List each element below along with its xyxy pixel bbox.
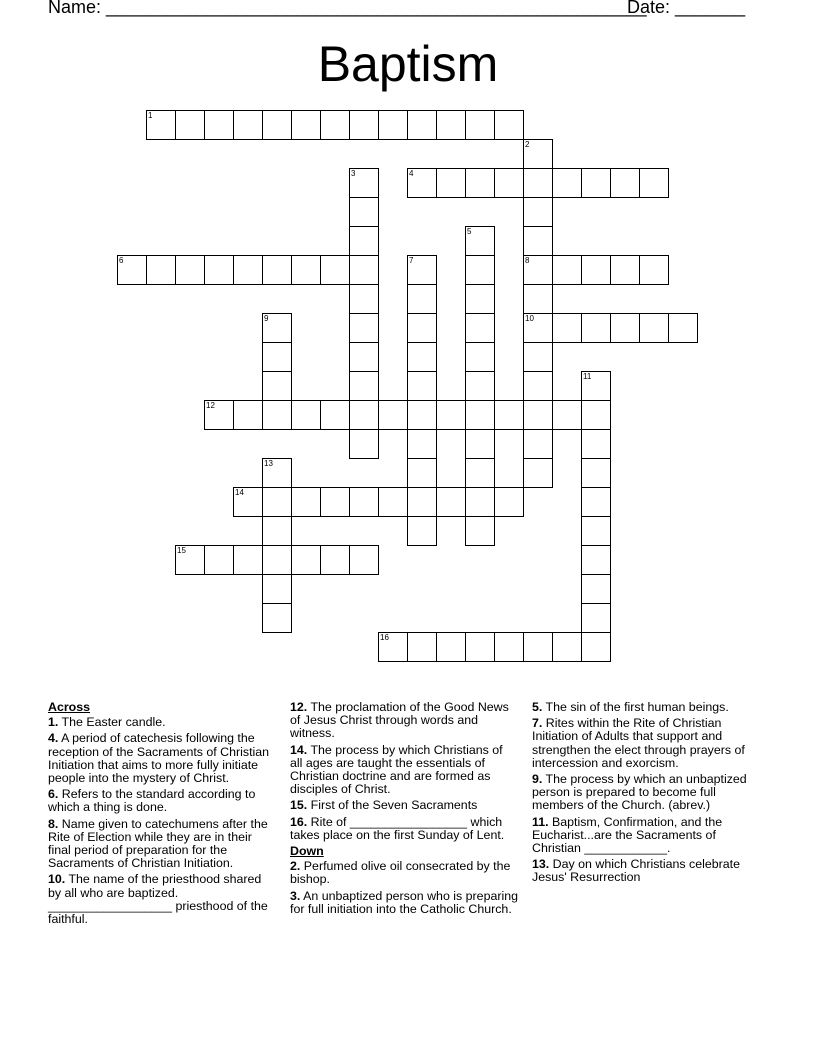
clue-num: 12. [290, 700, 308, 714]
clue-item [532, 858, 768, 884]
clue-text: The process by which Christians of all ages are taught the essentials of Christian doctrine and are formed as disciples of Christ. [290, 742, 503, 797]
grid-cell[interactable] [465, 313, 495, 343]
grid-cell[interactable] [349, 400, 379, 430]
clue-number: 16 [380, 633, 389, 642]
clue-num: 4. [48, 731, 59, 746]
puzzle-title: Baptism [317, 36, 499, 92]
clue-text: Baptism, Confirmation, and the Eucharist...are the Sacraments of Christian ____________. [532, 814, 723, 856]
grid-cell[interactable] [407, 429, 437, 459]
clues-column-1 [48, 701, 276, 929]
grid-cell[interactable] [320, 255, 350, 285]
clue-item [290, 701, 518, 741]
clue-num: 1. [48, 715, 59, 730]
grid-cell[interactable] [465, 110, 495, 140]
clue-item [48, 818, 276, 871]
grid-cell[interactable] [320, 545, 350, 575]
grid-cell[interactable] [552, 632, 582, 662]
clues-column-2 [290, 701, 518, 919]
grid-cell[interactable] [233, 255, 263, 285]
clue-item [290, 890, 518, 916]
grid-cell[interactable] [523, 400, 553, 430]
grid-cell[interactable] [581, 429, 611, 459]
grid-cell[interactable] [204, 545, 234, 575]
grid-cell[interactable] [349, 255, 379, 285]
grid-cell[interactable] [581, 168, 611, 198]
clue-num: 13. [532, 857, 550, 872]
clue-num: 8. [48, 816, 59, 831]
clue-text: A period of catechesis following the reception of the Sacraments of Christian Initiation that aims to more fully initiate people into the mystery of Christ. [48, 731, 270, 786]
grid-cell[interactable] [407, 371, 437, 401]
grid-cell[interactable] [407, 458, 437, 488]
clue-number: 14 [235, 488, 244, 497]
grid-cell[interactable] [291, 110, 321, 140]
grid-cell[interactable] [523, 429, 553, 459]
grid-cell[interactable] [581, 487, 611, 517]
grid-cell[interactable] [349, 371, 379, 401]
clue-number: 10 [525, 314, 534, 323]
grid-cell[interactable] [581, 400, 611, 430]
grid-cell[interactable] [378, 400, 408, 430]
clue-item [48, 716, 276, 729]
clue-number: 9 [264, 314, 269, 323]
grid-cell[interactable] [523, 371, 553, 401]
grid-cell[interactable] [378, 487, 408, 517]
grid-cell[interactable] [407, 400, 437, 430]
grid-cell[interactable] [175, 110, 205, 140]
grid-cell[interactable] [465, 342, 495, 372]
grid-cell[interactable] [262, 371, 292, 401]
clue-text: The Easter candle. [58, 715, 166, 730]
clue-num: 3. [290, 888, 301, 903]
grid-cell[interactable] [465, 371, 495, 401]
grid-cell[interactable] [349, 110, 379, 140]
grid-cell[interactable] [523, 632, 553, 662]
grid-cell[interactable] [291, 487, 321, 517]
grid-cell[interactable] [320, 110, 350, 140]
clue-text: The sin of the first human beings. [542, 700, 729, 714]
clue-number: 7 [409, 256, 414, 265]
clue-number: 15 [177, 546, 186, 555]
clue-number: 6 [119, 256, 124, 265]
grid-cell[interactable] [581, 255, 611, 285]
grid-cell[interactable] [465, 487, 495, 517]
grid-cell[interactable] [581, 313, 611, 343]
clue-number: 4 [409, 169, 414, 178]
clue-item [290, 860, 518, 886]
clue-number: 8 [525, 256, 530, 265]
grid-cell[interactable] [233, 400, 263, 430]
grid-cell[interactable] [204, 110, 234, 140]
clue-num: 6. [48, 787, 59, 802]
grid-cell[interactable] [407, 632, 437, 662]
clue-item [532, 717, 768, 770]
clue-item [48, 788, 276, 814]
clue-text: Day on which Christians celebrate Jesus' Resurrection [532, 857, 741, 885]
grid-cell[interactable] [407, 313, 437, 343]
clue-num: 14. [290, 742, 308, 757]
grid-cell[interactable] [320, 400, 350, 430]
grid-cell[interactable] [378, 110, 408, 140]
grid-cell[interactable] [465, 255, 495, 285]
grid-cell[interactable] [639, 255, 669, 285]
grid-cell[interactable] [494, 487, 524, 517]
clue-item [48, 732, 276, 785]
grid-cell[interactable] [407, 342, 437, 372]
grid-cell[interactable] [349, 545, 379, 575]
grid-cell[interactable] [407, 284, 437, 314]
clue-text: Refers to the standard according to which a thing is done. [48, 787, 256, 815]
date-field[interactable]: Date: _______ [627, 0, 746, 17]
across-heading: Across [48, 700, 91, 714]
clue-text: Name given to catechumens after the Rite of Election while they are in their final period of preparation for the Sacraments of Christian Initiation. [48, 816, 268, 871]
clue-item [290, 816, 518, 842]
clue-num: 2. [290, 859, 301, 874]
clue-number: 2 [525, 140, 530, 149]
grid-cell[interactable] [436, 110, 466, 140]
grid-cell[interactable] [291, 255, 321, 285]
grid-cell[interactable] [204, 255, 234, 285]
clue-item [48, 873, 276, 926]
grid-cell[interactable] [523, 284, 553, 314]
grid-cell[interactable] [262, 487, 292, 517]
grid-cell[interactable] [436, 168, 466, 198]
clue-number: 5 [467, 227, 472, 236]
clue-text: The name of the priesthood shared by all who are baptized. __________________ priesthood of the faithful. [48, 872, 268, 927]
name-field[interactable]: Name: ______________________________________________________ [48, 0, 647, 17]
grid-cell[interactable] [552, 400, 582, 430]
clues-column-3 [532, 701, 768, 888]
grid-cell[interactable] [494, 110, 524, 140]
grid-cell[interactable] [349, 197, 379, 227]
grid-cell[interactable] [523, 458, 553, 488]
grid-cell[interactable] [407, 516, 437, 546]
grid-cell[interactable] [262, 603, 292, 633]
grid-cell[interactable] [494, 400, 524, 430]
grid-cell[interactable] [668, 313, 698, 343]
grid-cell[interactable] [233, 545, 263, 575]
grid-cell[interactable] [262, 342, 292, 372]
grid-cell[interactable] [262, 516, 292, 546]
grid-cell[interactable] [552, 255, 582, 285]
grid-cell[interactable] [610, 168, 640, 198]
clue-text: The proclamation of the Good News of Jesus Christ through words and witness. [290, 700, 509, 741]
grid-cell[interactable] [523, 168, 553, 198]
grid-cell[interactable] [262, 574, 292, 604]
grid-cell[interactable] [407, 487, 437, 517]
grid-cell[interactable] [494, 168, 524, 198]
clue-text: An unbaptized person who is preparing for full initiation into the Catholic Church. [290, 888, 519, 916]
clue-text: Perfumed olive oil consecrated by the bishop. [290, 859, 511, 887]
grid-cell[interactable] [262, 400, 292, 430]
grid-cell[interactable] [465, 284, 495, 314]
grid-cell[interactable] [349, 342, 379, 372]
grid-cell[interactable] [552, 168, 582, 198]
grid-cell[interactable] [639, 168, 669, 198]
clue-text: Rites within the Rite of Christian Initiation of Adults that support and strengthen the elect through prayers of intercession and exorcism. [532, 716, 745, 770]
grid-cell[interactable] [262, 255, 292, 285]
grid-cell[interactable] [436, 632, 466, 662]
grid-cell[interactable] [610, 313, 640, 343]
grid-cell[interactable] [581, 458, 611, 488]
grid-cell[interactable] [436, 400, 466, 430]
grid-cell[interactable] [349, 429, 379, 459]
grid-cell[interactable] [639, 313, 669, 343]
clue-num: 15. [290, 798, 308, 813]
grid-cell[interactable] [349, 313, 379, 343]
grid-cell[interactable] [552, 313, 582, 343]
grid-cell[interactable] [465, 632, 495, 662]
grid-cell[interactable] [349, 487, 379, 517]
grid-cell[interactable] [523, 197, 553, 227]
grid-cell[interactable] [349, 226, 379, 256]
grid-cell[interactable] [581, 574, 611, 604]
clue-number: 12 [206, 401, 215, 410]
clue-item [532, 816, 768, 856]
grid-cell[interactable] [233, 110, 263, 140]
clue-num: 11. [532, 814, 549, 829]
grid-cell[interactable] [407, 110, 437, 140]
clue-item [290, 744, 518, 797]
grid-cell[interactable] [465, 429, 495, 459]
grid-cell[interactable] [465, 516, 495, 546]
grid-cell[interactable] [581, 603, 611, 633]
clue-num: 5. [532, 700, 543, 714]
grid-cell[interactable] [465, 168, 495, 198]
clue-num: 10. [48, 872, 66, 887]
clue-number: 13 [264, 459, 273, 468]
grid-cell[interactable] [146, 255, 176, 285]
clue-text: The process by which an unbaptized person is prepared to become full members of the Church. (abrev.) [532, 772, 747, 813]
grid-cell[interactable] [465, 458, 495, 488]
grid-cell[interactable] [523, 226, 553, 256]
grid-cell[interactable] [262, 110, 292, 140]
grid-cell[interactable] [291, 545, 321, 575]
grid-cell[interactable] [320, 487, 350, 517]
grid-cell[interactable] [610, 255, 640, 285]
grid-cell[interactable] [291, 400, 321, 430]
grid-cell[interactable] [494, 632, 524, 662]
grid-cell[interactable] [262, 545, 292, 575]
grid-cell[interactable] [581, 516, 611, 546]
grid-cell[interactable] [436, 487, 466, 517]
clue-number: 1 [148, 111, 153, 120]
clue-number: 3 [351, 169, 356, 178]
clue-item [290, 799, 518, 812]
grid-cell[interactable] [175, 255, 205, 285]
grid-cell[interactable] [581, 545, 611, 575]
grid-cell[interactable] [465, 400, 495, 430]
grid-cell[interactable] [349, 284, 379, 314]
clue-num: 16. [290, 814, 308, 829]
clue-item [532, 701, 768, 714]
clue-num: 7. [532, 716, 543, 731]
grid-cell[interactable] [523, 342, 553, 372]
down-heading: Down [290, 844, 324, 859]
grid-cell[interactable] [581, 632, 611, 662]
clue-text: Rite of _________________ which takes place on the first Sunday of Lent. [290, 814, 505, 842]
clue-text: First of the Seven Sacraments [307, 798, 478, 813]
clue-number: 11 [583, 372, 592, 381]
clue-num: 9. [532, 772, 543, 787]
clue-item [532, 773, 768, 813]
